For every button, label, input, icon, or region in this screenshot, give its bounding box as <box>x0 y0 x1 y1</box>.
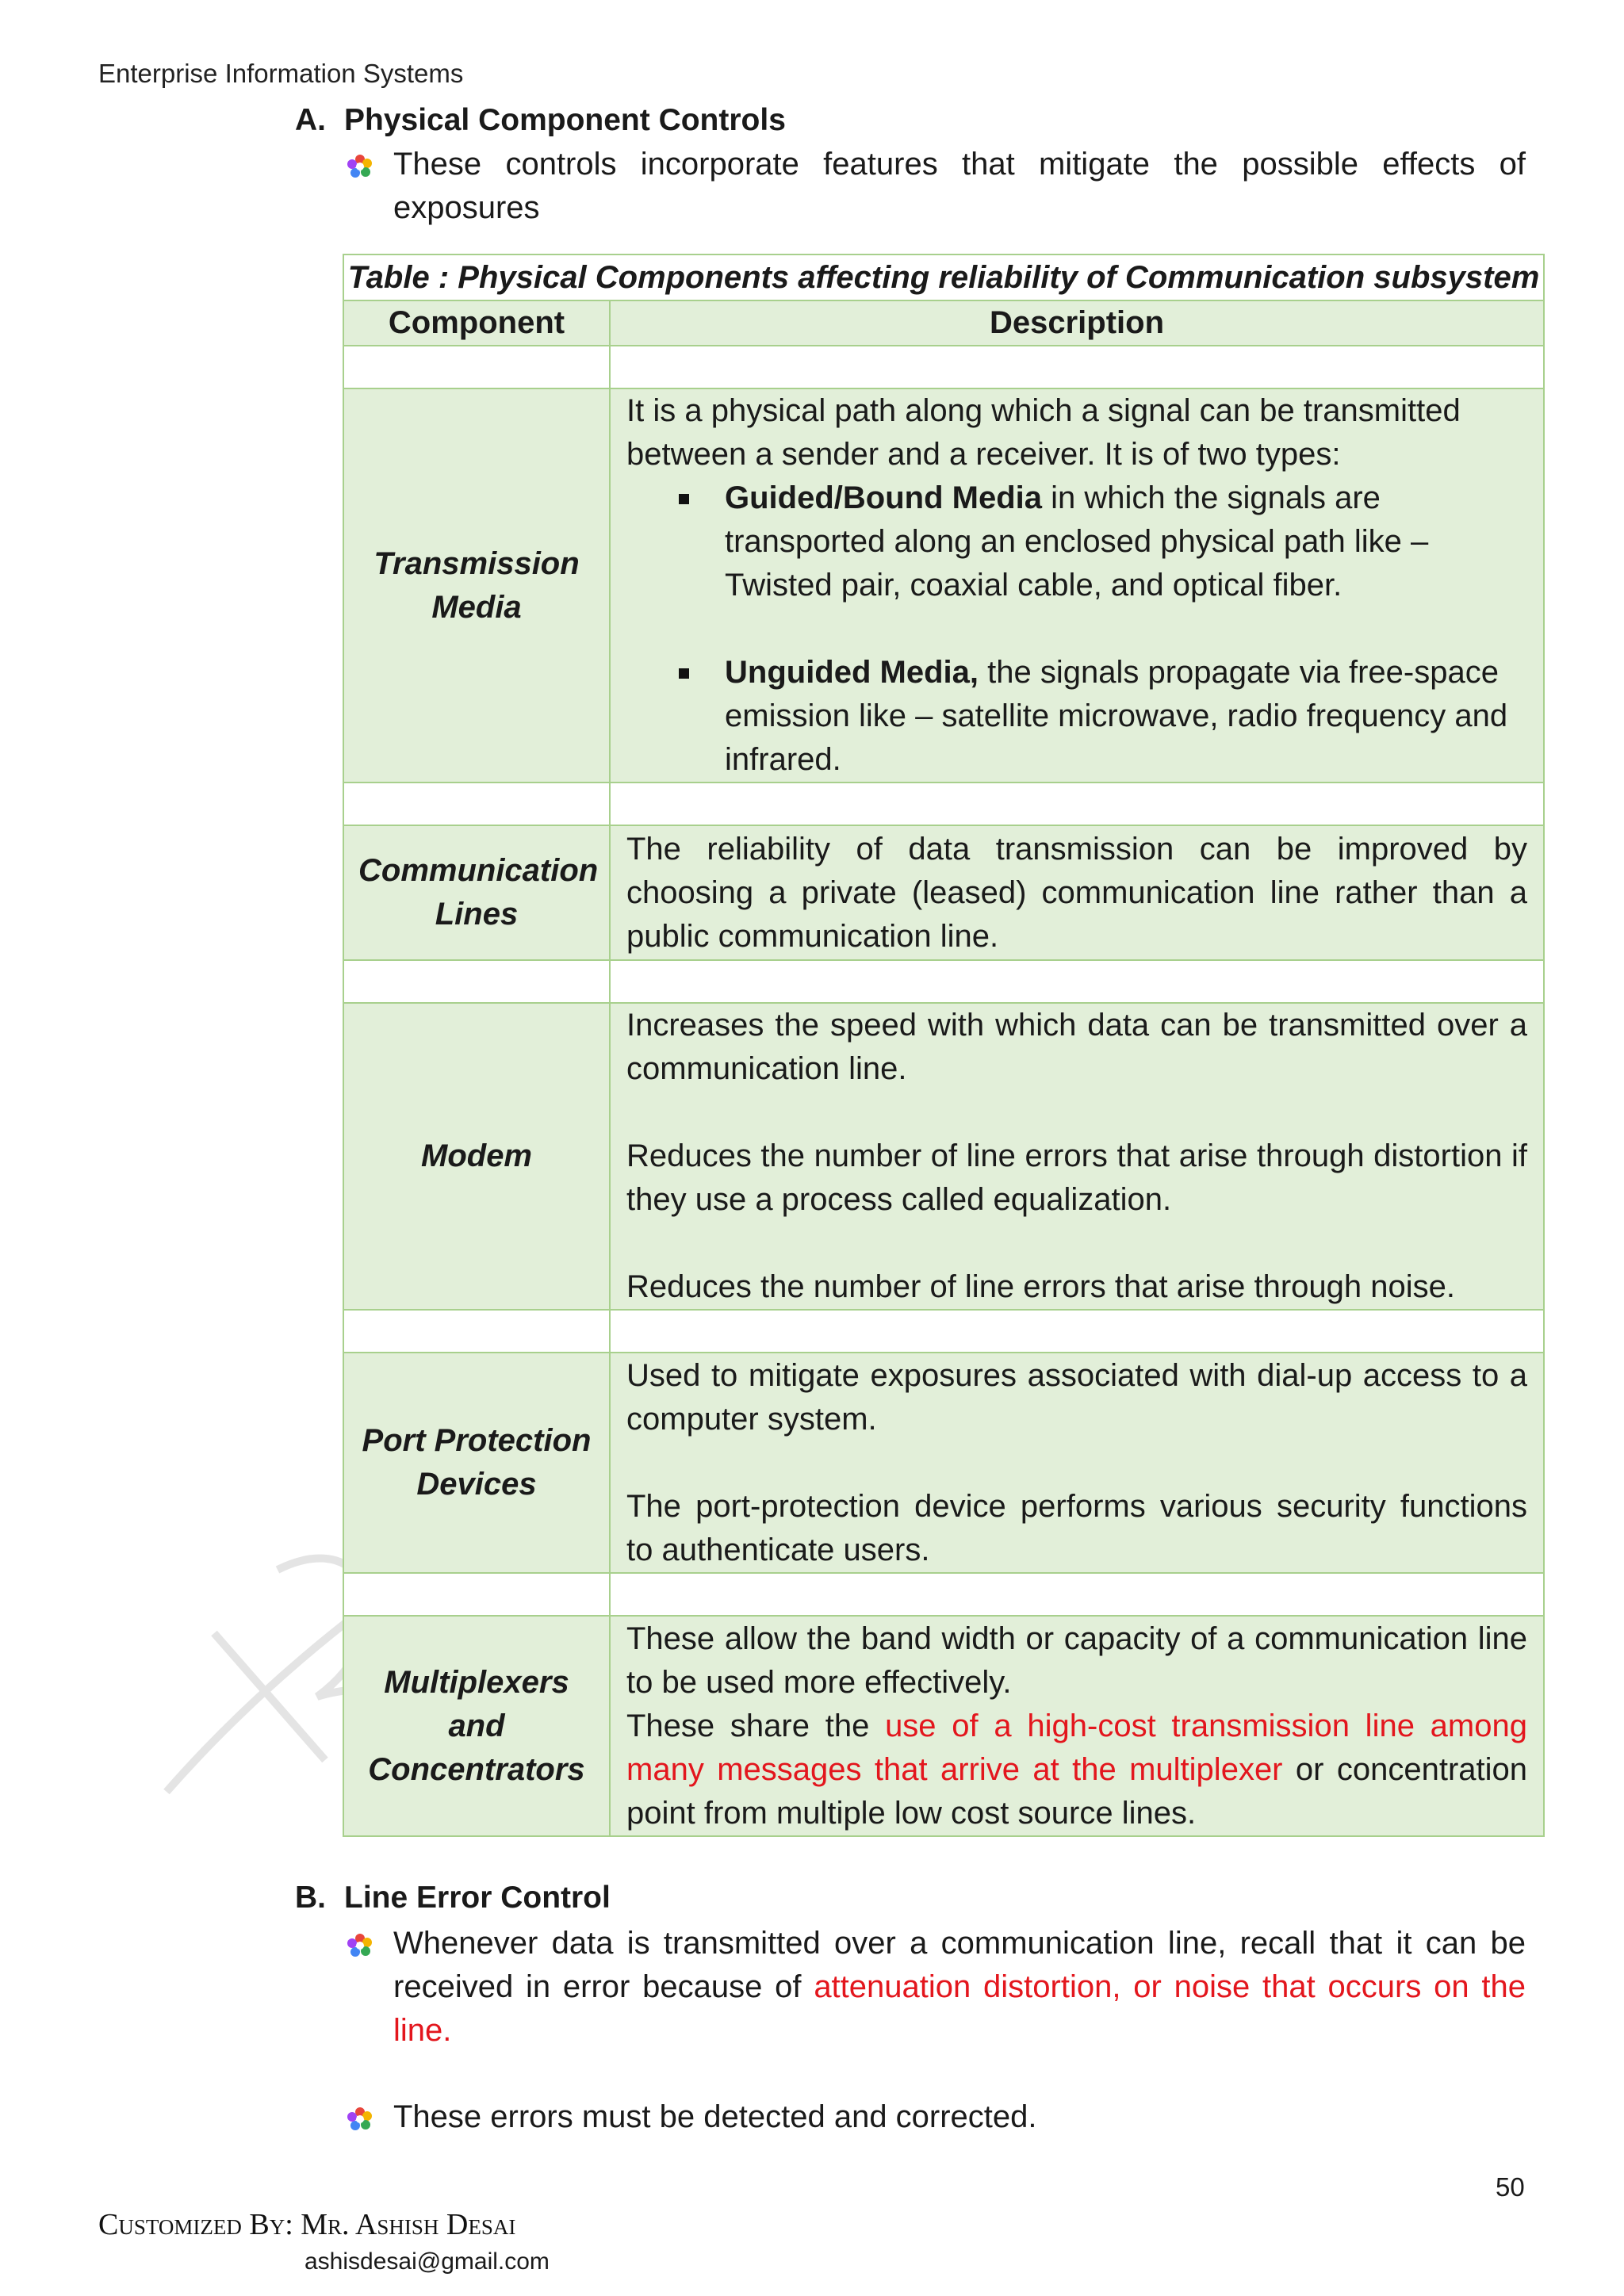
table-row <box>343 1353 1544 1573</box>
description-text: Reduces the number of line errors that arise through noise. <box>626 1269 1456 1304</box>
section-a-title: Physical Component Controls <box>344 103 786 137</box>
spacer-row <box>343 346 1544 388</box>
component-description: The reliability of data transmission can be improved by choosing a private (leased) communication line rather than a public communication line. <box>610 825 1544 960</box>
spacer-row <box>343 960 1544 1003</box>
flower-bullet-icon <box>346 2105 374 2133</box>
description-text: Increases the speed with which data can be transmitted over a communication line. <box>626 1008 1527 1086</box>
component-description <box>610 1616 1544 1836</box>
list-item <box>626 476 1527 607</box>
page-number: 50 <box>1496 2172 1525 2202</box>
component-name: Transmission Media <box>343 388 610 783</box>
highlighted-text: attenuation distortion, or noise that occurs on the line. <box>393 1969 1526 2048</box>
table-caption: Table : Physical Components affecting reliability of Communication subsystem <box>343 254 1544 300</box>
footer-credit: Customized By: Mr. Ashish Desai <box>98 2208 516 2241</box>
component-description <box>610 1353 1544 1573</box>
section-a-heading <box>295 103 786 138</box>
list-gap <box>626 607 1527 651</box>
component-description <box>610 388 1544 783</box>
running-header: Enterprise Information Systems <box>98 59 464 88</box>
section-b-bullet <box>346 2095 1526 2139</box>
list-item-text: the signals propagate via free-space emission like – satellite microwave, radio frequency and infrared. <box>725 655 1508 777</box>
table-row <box>343 1003 1544 1310</box>
description-text: Used to mitigate exposures associated with dial-up access to a computer system. <box>626 1357 1527 1437</box>
section-b-heading <box>295 1881 611 1915</box>
bullet-text-plain: Whenever data is transmitted over a communication line, recall that it can be received in error because of <box>393 1926 1526 2004</box>
table-row <box>343 388 1544 783</box>
table-row <box>343 825 1544 960</box>
square-bullet-icon <box>679 668 689 679</box>
list-item-term: Guided/Bound Media <box>725 480 1042 515</box>
column-header-description: Description <box>610 300 1544 346</box>
flower-bullet-icon <box>346 152 374 181</box>
description-text: The port-protection device performs various security functions to authenticate users. <box>626 1488 1527 1567</box>
media-type-list <box>626 476 1527 782</box>
footer-email: ashisdesai@gmail.com <box>304 2248 550 2275</box>
description-text-plain: These share the <box>626 1708 886 1743</box>
section-a-letter: A. <box>295 103 326 137</box>
section-b-bullet-text: These errors must be detected and corrected. <box>393 2099 1037 2134</box>
component-name: Modem <box>343 1003 610 1310</box>
physical-components-table <box>343 254 1545 1837</box>
component-description <box>610 1003 1544 1310</box>
column-header-component: Component <box>343 300 610 346</box>
description-text: It is a physical path along which a signal can be transmitted between a sender and a receiver. It is of two types: <box>626 393 1461 472</box>
section-b-title: Line Error Control <box>344 1881 611 1915</box>
description-text: Reduces the number of line errors that arise through distortion if they use a process called equalization. <box>626 1138 1527 1217</box>
list-item-text: in which the signals are transported along an enclosed physical path like – Twisted pair, coaxial cable, and optical fiber. <box>725 480 1429 603</box>
section-b-letter: B. <box>295 1881 326 1915</box>
description-text-plain: or concentration point from multiple low cost source lines. <box>626 1751 1527 1831</box>
section-a-bullet <box>346 143 1526 230</box>
spacer-row <box>343 783 1544 825</box>
list-item <box>626 651 1527 782</box>
spacer-row <box>343 1573 1544 1616</box>
table-row <box>343 1616 1544 1836</box>
description-text: These allow the band width or capacity of a communication line to be used more effectively. <box>626 1621 1527 1700</box>
list-item-term: Unguided Media, <box>725 655 979 690</box>
spacer-row <box>343 1310 1544 1353</box>
description-text <box>626 1705 1527 1835</box>
component-name: Multiplexers and Concentrators <box>343 1616 610 1836</box>
flower-bullet-icon <box>346 1931 374 1960</box>
component-name: Port Protection Devices <box>343 1353 610 1573</box>
component-name: Communication Lines <box>343 825 610 960</box>
highlighted-text: use of a high-cost transmission line among many messages that arrive at the multiplexer <box>626 1708 1527 1787</box>
square-bullet-icon <box>679 494 689 504</box>
section-a-bullet-text: These controls incorporate features that mitigate the possible effects of exposures <box>393 147 1526 225</box>
section-b-bullet <box>346 1922 1526 2053</box>
section-b-bullet-text <box>393 1922 1526 2053</box>
